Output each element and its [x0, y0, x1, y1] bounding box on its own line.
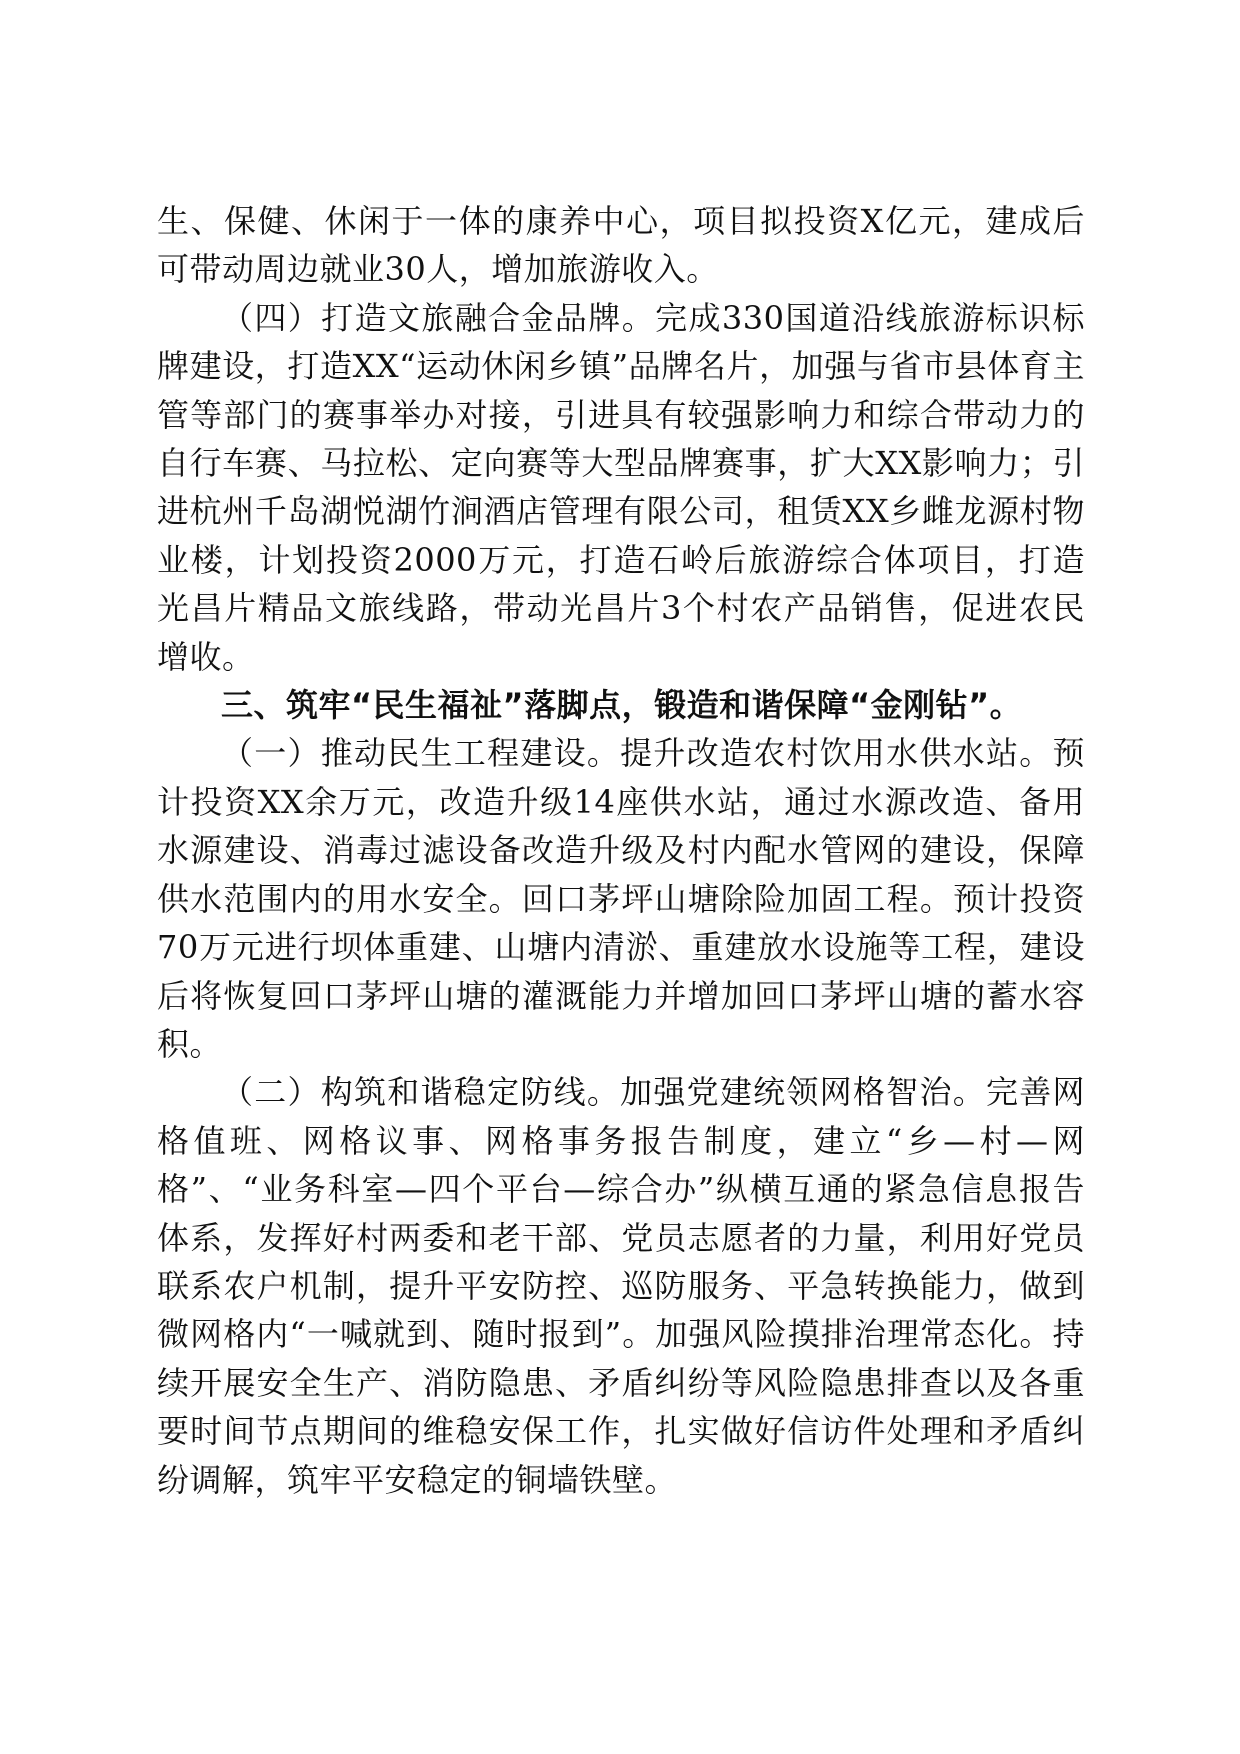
paragraph-lead: （一）推动民生工程建设。: [221, 734, 621, 773]
paragraph-body: 加强党建统领网格智治。完善网格值班、网格议事、网格事务报告制度，建立“乡—村—网格”、“业务科室—四个平台—综合办”纵横互通的紧急信息报告体系，发挥好村两委和老干部、党员志愿者的力量，利用好党员联系农户机制，提升平安防控、巡防服务、平急转换能力，做到微网格内“一喊就到、随时报到”。加强风险摸排治理常态化。持续开展安全生产、消防隐患、矛盾纠纷等风险隐患排查以及各重要时间节点期间的维稳安保工作，扎实做好信访件处理和矛盾纠纷调解，筑牢平安稳定的铜墙铁壁。: [157, 1073, 1085, 1499]
paragraph-body: 完成330国道沿线旅游标识标牌建设，打造XX“运动休闲乡镇”品牌名片，加强与省市县体育主管等部门的赛事举办对接，引进具有较强影响力和综合带动力的自行车赛、马拉松、定向赛等大型品牌赛事，扩大XX影响力；引进杭州千岛湖悦湖竹涧酒店管理有限公司，租赁XX乡雌龙源村物业楼，计划投资2000万元，打造石岭后旅游综合体项目，打造光昌片精品文旅线路，带动光昌片3个村农产品销售，促进农民增收。: [157, 298, 1085, 676]
paragraph-body: 提升改造农村饮用水供水站。预计投资XX余万元，改造升级14座供水站，通过水源改造、备用水源建设、消毒过滤设备改造升级及村内配水管网的建设，保障供水范围内的用水安全。回口茅坪山塘除险加固工程。预计投资70万元进行坝体重建、山塘内清淤、重建放水设施等工程，建设后将恢复回口茅坪山塘的灌溉能力并增加回口茅坪山塘的蓄水容积。: [157, 734, 1085, 1063]
paragraph-continuation: 生、保健、休闲于一体的康养中心，项目拟投资X亿元，建成后可带动周边就业30人，增加旅游收入。: [157, 202, 1085, 289]
document-page: [157, 197, 1085, 1504]
paragraph-lead: （二）构筑和谐稳定防线。: [221, 1073, 621, 1112]
section-heading: 三、筑牢“民生福祉”落脚点，锻造和谐保障“金刚钻”。: [221, 686, 1023, 725]
paragraph-lead: （四）打造文旅融合金品牌。: [221, 298, 656, 337]
paragraph-livelihood-projects: [157, 729, 1085, 1068]
paragraph-culture-tourism: [157, 294, 1085, 681]
paragraph-stability: [157, 1068, 1085, 1504]
